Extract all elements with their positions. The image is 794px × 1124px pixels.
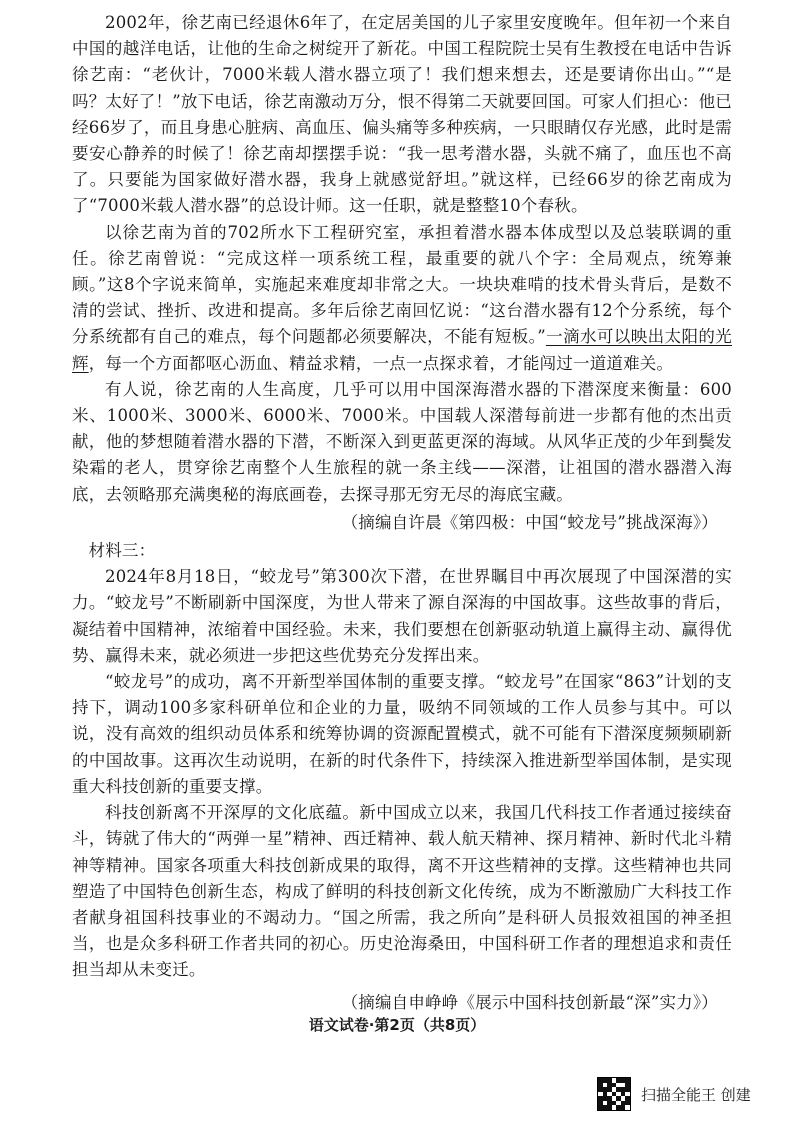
paragraph-2-text: 以徐艺南为首的702所水下工程研究室，承担着潜水器本体成型以及总装联调的重任。徐艺南曾说：“完成这样一项系统工程，最重要的就八个字：全局观点，统筹兼顾。”这8个字说来简单，实施起来难度却非常之大。一块块难啃的技术骨头背后，是数不清的尝试、挫折、改进和提高。多年后徐艺南回忆说：“这台潜水器有12个分系统，每个分系统都有自己的难点，每个问题都必须要解决，不能有短板。”	[72, 222, 732, 347]
paragraph-3: 有人说，徐艺南的人生高度，几乎可以用中国深海潜水器的下潜深度来衡量：600米、1000米、3000米、6000米、7000米。中国载人深潜每前进一步都有他的杰出贡献，他的梦想随着潜水器的下潜，不断深入到更蓝更深的海域。从风华正茂的少年到鬓发染霜的老人，贯穿徐艺南整个人生旅程的就一条主线——深潜，让祖国的潜水器潜入海底，去领略那充满奥秘的海底画卷，去探寻那无穷无尽的海底宝藏。	[72, 379, 732, 504]
qr-code-icon	[597, 1077, 631, 1111]
paragraph-6: 科技创新离不开深厚的文化底蕴。新中国成立以来，我国几代科技工作者通过接续奋斗，铸就了伟大的“两弹一星”精神、西迁精神、载人航天精神、探月精神、新时代北斗精神等精神。国家各项重大科技创新成果的取得，离不开这些精神的支撑。这些精神也共同塑造了中国特色创新生态，构成了鲜明的科技创新文化传统，成为不断激励广大科技工作者献身祖国科技事业的不竭动力。“国之所需，我之所向”是科研人员报效祖国的神圣担当，也是众多科研工作者共同的初心。历史沧海桑田，中国科研工作者的理想追求和责任担当却从未变迁。	[72, 803, 732, 980]
paragraph-4: 2024年8月18日，“蛟龙号”第300次下潜，在世界瞩目中再次展现了中国深潜的实力。“蛟龙号”不断刷新中国深度，为世人带来了源自深海的中国故事。这些故事的背后，凝结着中国精神，浓缩着中国经验。未来，我们要想在创新驱动轨道上赢得主动、赢得优势、赢得未来，就必须进一步把这些优势充分发挥出来。	[72, 567, 732, 665]
watermark-text: 扫描全能王 创建	[641, 1085, 751, 1104]
scanner-watermark	[597, 1076, 751, 1112]
paragraph-1: 2002年，徐艺南已经退休6年了，在定居美国的儿子家里安度晚年。但年初一个来自中国的越洋电话，让他的生命之树绽开了新花。中国工程院院士吴有生教授在电话中告诉徐艺南：“老伙计，7000米载人潜水器立项了！我们想来想去，还是要请你出山。”“是吗？太好了！”放下电话，徐艺南激动万分，恨不得第二天就要回国。可家人们担心：他已经66岁了，而且身患心脏病、高血压、偏头痛等多种疾病，一只眼睛仅存光感，此时是需要安心静养的时候了！徐艺南却摆摆手说：“我一思考潜水器，头就不痛了，血压也不高了。只要能为国家做好潜水器，我身上就感觉舒坦。”就这样，已经66岁的徐艺南成为了“7000米载人潜水器”的总设计师。这一任职，就是整整10个春秋。	[72, 13, 732, 216]
page-footer: 语文试卷·第2页（共8页）	[308, 1016, 486, 1034]
underlined-phrase: 一滴水可以映出太阳的光辉	[72, 327, 732, 373]
article-body	[72, 10, 732, 1018]
source-citation-2: （摘编自申峥峥《展示中国科技创新最“深”实力》）	[341, 992, 718, 1012]
material-3-heading: 材料三：	[88, 541, 156, 561]
paragraph-2	[72, 220, 732, 377]
source-citation-1: （摘编自许晨《第四极：中国“蛟龙号”挑战深海》）	[341, 512, 718, 532]
paragraph-5: “蛟龙号”的成功，离不开新型举国体制的重要支撑。“蛟龙号”在国家“863”计划的支持下，调动100多家科研单位和企业的力量，吸纳不同领域的工作人员参与其中。可以说，没有高效的组织动员体系和统筹协调的资源配置模式，就不可能有下潜深度频频刷新的中国故事。这再次生动说明，在新的时代条件下，持续深入推进新型举国体制，是实现重大科技创新的重要支撑。	[72, 672, 732, 796]
paragraph-2-tail: ，每一个方面都呕心沥血、精益求精，一点一点探求着，才能闯过一道道难关。	[88, 353, 674, 373]
